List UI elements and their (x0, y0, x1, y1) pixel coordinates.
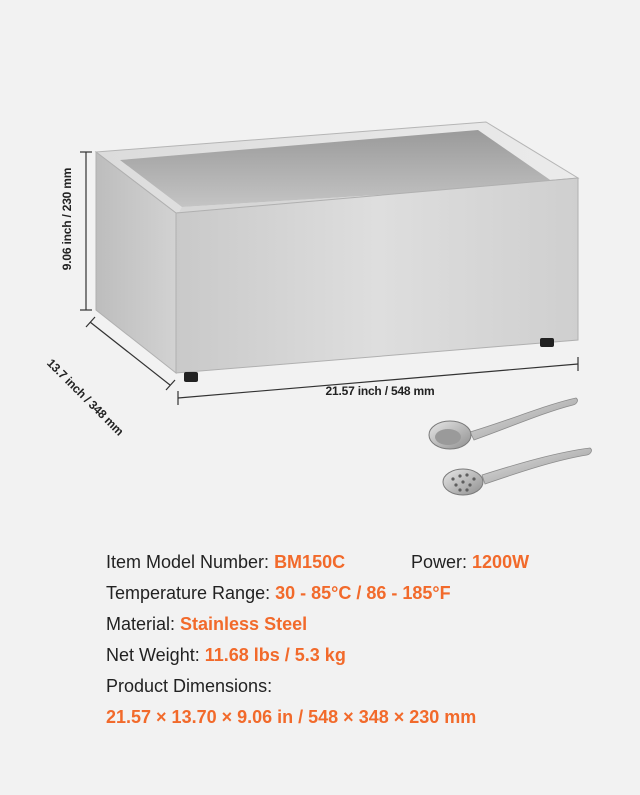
spec-dimensions-row (106, 671, 626, 702)
width-dimension-label: 21.57 inch / 548 mm (325, 384, 435, 398)
dimensions-value: 21.57 × 13.70 × 9.06 in / 548 × 348 × 230 mm (106, 707, 477, 727)
power-label: Power: (411, 552, 473, 572)
spec-weight-row (106, 640, 626, 671)
spec-temperature-row (106, 578, 626, 609)
depth-dimension-label: 13.7 inch / 348 mm (44, 356, 127, 439)
power-value: 1200W (472, 552, 530, 572)
spec-model-row (106, 547, 626, 578)
foot (540, 338, 554, 347)
model-label: Item Model Number: (106, 552, 275, 572)
height-dimension-label: 9.06 inch / 230 mm (60, 167, 74, 271)
spec-list (106, 547, 626, 733)
ladle-icon (429, 398, 577, 449)
slotted-spoon-icon (443, 448, 591, 495)
dimensions-label: Product Dimensions: (106, 676, 273, 696)
material-value: Stainless Steel (180, 614, 308, 634)
weight-value: 11.68 lbs / 5.3 kg (204, 645, 346, 665)
front-panel (176, 178, 578, 373)
temperature-value: 30 - 85°C / 86 - 185°F (275, 583, 451, 603)
temperature-label: Temperature Range: (106, 583, 276, 603)
material-label: Material: (106, 614, 181, 634)
spec-dimensions-value-row (106, 702, 626, 733)
weight-label: Net Weight: (106, 645, 205, 665)
model-value: BM150C (274, 552, 346, 572)
spec-material-row (106, 609, 626, 640)
foot (184, 372, 198, 382)
